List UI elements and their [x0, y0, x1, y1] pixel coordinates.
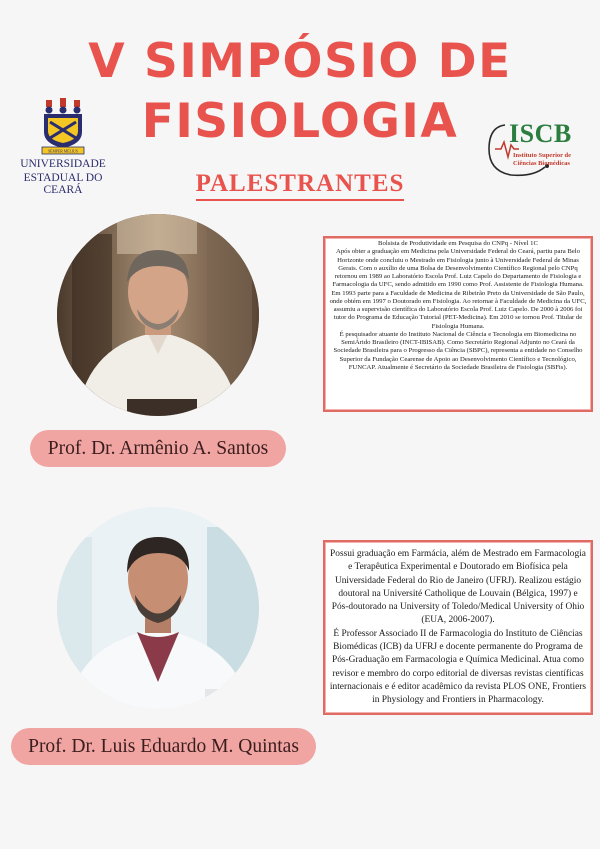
- speaker-1-bio-p2: Após obter a graduação em Medicina pela Universidade Federal do Ceará, partiu para Belo Horizonte onde concluiu o Mestrado em Fisiologia junto à Universidade Federal de Minas Gerais. Com o auxílio de uma Bolsa de Desenvolvimento Científico Regional pelo CNPq retornou em 1989 ao Laboratório Escola Prof. Luiz Capelo do Departamento de Fisiologia e Farmacologia da UFC, sendo admitido em 1990 como Prof. Assistente de Fisiologia Humana. Em 1993 parte para a Faculdade de Medicina de Ribeirão Preto da Universidade de São Paulo, onde obtém em 1997 o Doutorado em Fisiologia. Ao retornar à Faculdade de Medicina da UFC, assumiu a supervisão científica do Laboratório Escola Prof. Luiz Capelo. De 2000 à 2006 foi tutor do Programa de Educação Tutorial (PET-Medicina). Em 2010 se tornou Prof. Titular de Fisiologia Humana.: [329, 248, 587, 330]
- iscb-logo: [483, 115, 593, 185]
- event-title-line1: V SIMPÓSIO DE: [88, 34, 512, 89]
- speaker-1-photo: [57, 214, 259, 416]
- iscb-name-line2: Ciências Biomédicas: [513, 159, 570, 167]
- speaker-1-portrait: [57, 214, 259, 416]
- uece-name-line1: UNIVERSIDADE: [20, 158, 106, 170]
- iscb-name-line1: Instituto Superior de: [513, 152, 572, 159]
- subtitle-text: PALESTRANTES: [196, 170, 405, 201]
- speaker-2-bio-p2: É Professor Associado II de Farmacologia do Instituto de Ciências Biomédicas (ICB) da UFRJ e docente permanente do Programa de Pós-Graduação em Farmacologia e Química Medicinal. Atua como revisor e membro do corpo editorial de diversas revistas científicas internacionais e é editor acadêmico da revista PLOS ONE, Frontiers in Physiology and Frontiers in Pharmacology.: [329, 628, 587, 706]
- uece-name-line2: ESTADUAL DO CEARÁ: [23, 172, 103, 196]
- speaker-2-bio-p1: Possui graduação em Farmácia, além de Mestrado em Farmacologia e Terapêutica Experimental e Doutorado em Biofísica pela Universidade Federal do Rio de Janeiro (UFRJ). Realizou estágio doutoral na Université Catholique de Louvain (Bélgica, 1997) e Pós-doutorado na University of Toledo/Medical University of Ohio (EUA, 2006-2007).: [330, 549, 586, 626]
- speaker-2-name: Prof. Dr. Luis Eduardo M. Quintas: [11, 728, 316, 765]
- speaker-1-name: Prof. Dr. Armênio A. Santos: [30, 430, 286, 467]
- uece-logo: [8, 98, 118, 196]
- speaker-1-bio: [323, 236, 593, 412]
- speaker-1-bio-p3: É pesquisador atuante do Instituto Nacional de Ciência e Tecnologia em Biomedicina no SemiÁrido Brasileiro (INCT-IBISAB). Como Secretário Regional Adjunto no Ceará da Sociedade Brasileira para o Progresso da Ciência (SBPC), representa a entidade no Conselho Superior da Fundação Cearense de Apoio ao Desenvolvimento Científico e Tecnológico, FUNCAP. Atualmente é Secretário da Sociedade Brasileira de Fisiologia (SBFis).: [333, 330, 583, 371]
- speaker-1-bio-p1: Bolsista de Produtividade em Pesquisa do CNPq - Nível 1C: [378, 240, 538, 247]
- uece-crest-icon: [38, 98, 88, 156]
- speaker-2-photo: [57, 507, 259, 709]
- iscb-acronym: ISCB: [509, 119, 572, 148]
- event-title-line2: FISIOLOGIA: [141, 94, 459, 149]
- speaker-2-portrait: [57, 507, 259, 709]
- speaker-2-bio: [323, 540, 593, 715]
- uece-motto: SEMPER MELIUS: [48, 149, 78, 154]
- iscb-fullname: [513, 152, 591, 167]
